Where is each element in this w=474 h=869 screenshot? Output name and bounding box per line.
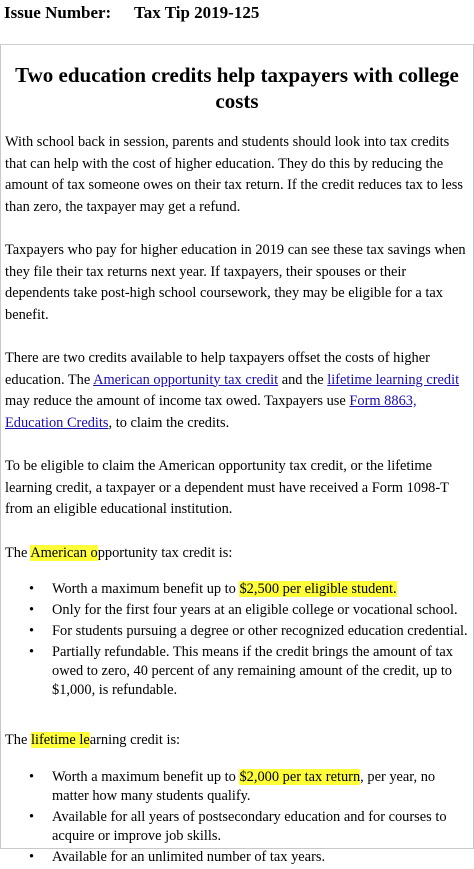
aotc-item-1-highlight: $2,500 per eligible student. xyxy=(239,581,397,597)
lifetime-learning-link[interactable]: lifetime learning credit xyxy=(327,371,460,388)
aotc-item-1-text: Worth a maximum benefit up to xyxy=(52,581,240,597)
aotc-item-3-text: For students pursuing a degree or other recognized education credential. xyxy=(52,623,468,639)
llc-item-2-text: Available for all years of postsecondary education and for courses to acquire or improve job skills. xyxy=(52,808,447,844)
paragraph-credits-text-4: , to claim the credits. xyxy=(108,414,230,431)
aotc-heading-pre: The xyxy=(5,544,31,561)
issue-number-value: Tax Tip 2019-125 xyxy=(134,3,260,22)
aotc-heading-post: pportunity tax credit is: xyxy=(97,544,233,561)
form-8863-link[interactable]: Form 8863, Education Credits xyxy=(5,393,417,431)
issue-number-label: Issue Number: xyxy=(4,3,112,22)
bullet-icon: • xyxy=(29,768,35,785)
list-item xyxy=(5,768,469,806)
paragraph-savings: Taxpayers who pay for higher education in 2019 can see these tax savings when they file their tax returns next year. If taxpayers, their spouses or their dependents take post-high school coursework, they may be eligible for a tax benefit. xyxy=(5,242,466,323)
llc-list xyxy=(5,768,469,867)
paragraph-credits xyxy=(5,348,469,434)
bullet-icon: • xyxy=(29,848,35,865)
bullet-icon: • xyxy=(29,644,35,660)
list-item xyxy=(5,848,469,867)
aotc-heading xyxy=(5,543,469,565)
llc-item-1-text: Worth a maximum benefit up to xyxy=(52,768,240,785)
llc-item-1-highlight: $2,000 per tax return xyxy=(239,768,361,785)
paragraph-credits-text-2: and the xyxy=(278,371,328,388)
bullet-icon: • xyxy=(29,808,35,825)
list-item xyxy=(5,601,469,620)
list-item xyxy=(5,622,469,641)
llc-heading-post: arning credit is: xyxy=(89,732,181,748)
aotc-item-4-text: Partially refundable. This means if the credit brings the amount of tax owed to zero, 40 percent of any remaining amount of the credit, up to $1,000, is refundable. xyxy=(52,644,453,698)
llc-heading-pre: The xyxy=(5,732,31,748)
bullet-icon: • xyxy=(29,623,35,639)
list-item xyxy=(5,643,469,700)
paragraph-eligibility: To be eligible to claim the American opportunity tax credit, or the lifetime learning credit, a taxpayer or a dependent must have received a Form 1098-T from an eligible educational institution. xyxy=(5,458,449,517)
aotc-heading-highlight: American o xyxy=(30,544,98,561)
llc-heading xyxy=(5,730,469,752)
list-item xyxy=(5,580,469,599)
aotc-list xyxy=(5,580,469,700)
llc-item-1-text-post: , per year, no matter how many students qualify. xyxy=(52,768,436,804)
paragraph-intro: With school back in session, parents and students should look into tax credits that can help with the cost of higher education. They do this by reducing the amount of tax someone owes on their tax return. If the credit reduces tax to less than zero, the taxpayer may get a refund. xyxy=(5,134,463,215)
llc-heading-highlight: lifetime le xyxy=(30,732,90,748)
list-item xyxy=(5,808,469,846)
american-opportunity-link[interactable]: American opportunity tax credit xyxy=(93,371,279,388)
article-body xyxy=(5,62,469,869)
bullet-icon: • xyxy=(29,602,35,618)
bullet-icon: • xyxy=(29,581,35,597)
article-title: Two education credits help taxpayers with college costs xyxy=(15,63,459,113)
paragraph-credits-text-1: There are two credits available to help taxpayers offset the costs of higher education. The xyxy=(5,350,430,388)
llc-item-3-text: Available for an unlimited number of tax years. xyxy=(52,848,326,865)
paragraph-credits-text-3: may reduce the amount of income tax owed. Taxpayers use xyxy=(5,393,350,409)
aotc-item-2-text: Only for the first four years at an eligible college or vocational school. xyxy=(52,602,458,618)
issue-header xyxy=(0,0,474,45)
